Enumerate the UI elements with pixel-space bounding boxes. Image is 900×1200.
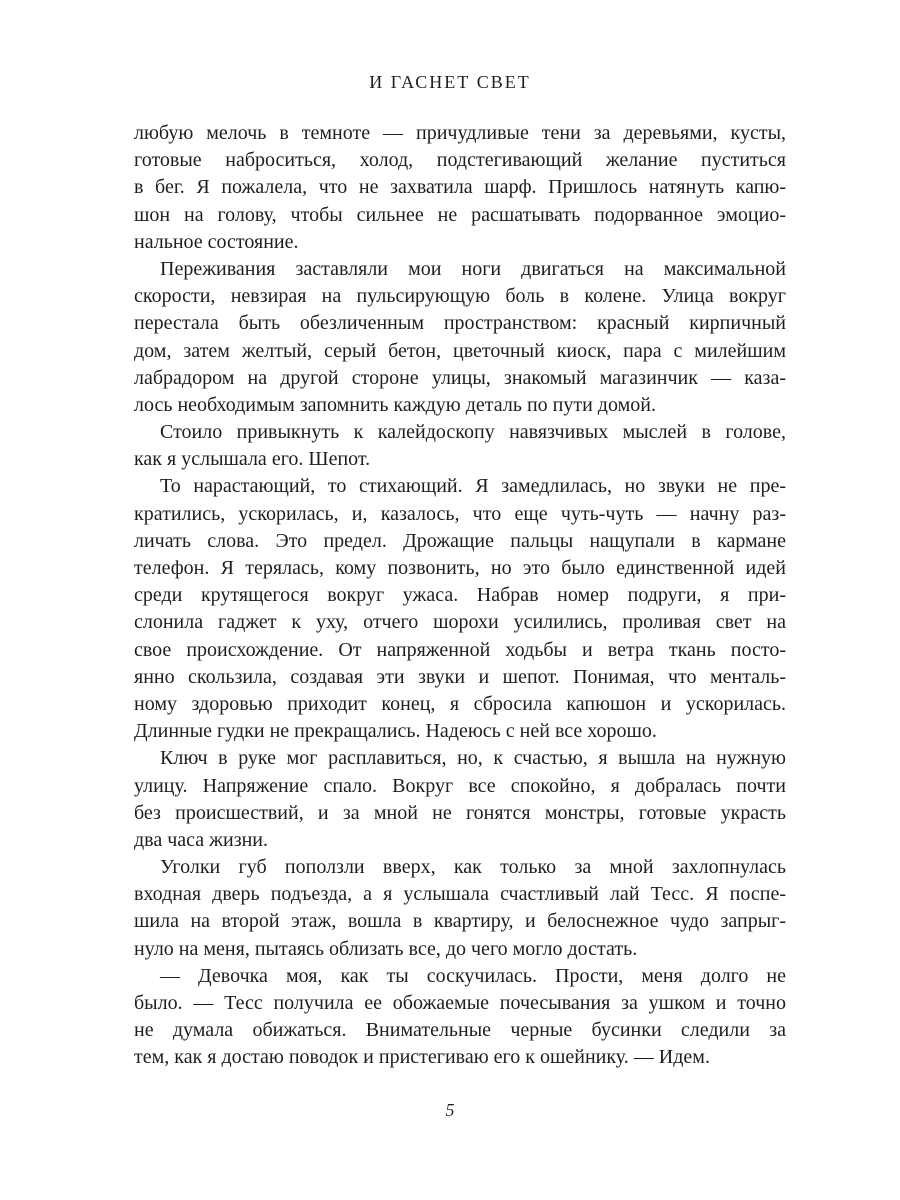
text-line: не думала обижаться. Внимательные черные бусинки следили за (134, 1019, 786, 1042)
paragraph (134, 854, 786, 963)
text-line: скорости, невзирая на пульсирующую боль в колене. Улица вокруг (134, 285, 786, 308)
text-line: как я услышала его. Шепот. (134, 448, 371, 471)
running-head: И ГАСНЕТ СВЕТ (369, 72, 531, 92)
text-line: перестала быть обезличенным пространством: красный кирпичный (134, 312, 786, 335)
text-line: лабрадором на другой стороне улицы, знакомый магазинчик — каза- (134, 366, 786, 389)
text-line: Уголки губ поползли вверх, как только за мной захлопнулась (160, 856, 786, 879)
text-line: входная дверь подъезда, а я услышала счастливый лай Тесс. Я поспе- (134, 883, 786, 906)
text-line: шон на голову, чтобы сильнее не расшатывать подорванное эмоцио- (134, 203, 786, 226)
text-line: тем, как я достаю поводок и пристегиваю его к ошейнику. — Идем. (134, 1046, 710, 1069)
text-line: кратились, ускорилась, и, казалось, что еще чуть-чуть — начну раз- (134, 502, 786, 525)
text-line: — Девочка моя, как ты соскучилась. Прости, меня долго не (160, 964, 786, 987)
text-line: нальное состояние. (134, 230, 299, 253)
text-line: ному здоровью приходит конец, я сбросила капюшон и ускорилась. (134, 692, 786, 715)
text-line: без происшествий, и за мной не гонятся монстры, готовые украсть (134, 801, 786, 824)
text-line: Ключ в руке мог расплавиться, но, к счастью, я вышла на нужную (160, 747, 786, 770)
paragraph (134, 256, 786, 419)
paragraph (134, 473, 786, 745)
text-line: личать слова. Это предел. Дрожащие пальцы нащупали в кармане (134, 529, 786, 552)
text-line: дом, затем желтый, серый бетон, цветочный киоск, пара с милейшим (134, 339, 786, 362)
text-line: лось необходимым запомнить каждую деталь по пути домой. (134, 393, 656, 416)
text-line: свое происхождение. От напряженной ходьбы и ветра ткань посто- (134, 638, 786, 661)
paragraph (134, 745, 786, 854)
text-line: телефон. Я терялась, кому позвонить, но это было единственной идей (134, 557, 786, 579)
text-line: в бег. Я пожалела, что не захватила шарф. Пришлось натянуть капю- (134, 176, 786, 199)
page-number: 5 (445, 1100, 455, 1120)
text-line: Стоило привыкнуть к калейдоскопу навязчивых мыслей в голове, (160, 421, 786, 444)
text-line: любую мелочь в темноте — причудливые тени за деревьями, кусты, (134, 122, 786, 144)
text-line: янно скользила, создавая эти звуки и шепот. Понимая, что менталь- (134, 665, 786, 688)
paragraph (134, 120, 786, 256)
text-line: Длинные гудки не прекращались. Надеюсь с ней все хорошо. (134, 720, 657, 743)
text-line: То нарастающий, то стихающий. Я замедлилась, но звуки не пре- (160, 475, 786, 498)
text-line: Переживания заставляли мои ноги двигаться на максимальной (160, 257, 786, 280)
paragraph (134, 963, 786, 1072)
text-line: слонила гаджет к уху, отчего шорохи усилились, проливая свет на (134, 611, 786, 634)
body-text (134, 120, 786, 1072)
text-line: шила на второй этаж, вошла в квартиру, и белоснежное чудо запрыг- (134, 910, 786, 933)
text-line: два часа жизни. (134, 828, 268, 851)
text-line: улицу. Напряжение спало. Вокруг все спокойно, я добралась почти (134, 774, 786, 797)
text-line: было. — Тесс получила ее обожаемые почесывания за ушком и точно (134, 992, 786, 1014)
text-line: готовые наброситься, холод, подстегивающий желание пуститься (134, 149, 786, 172)
text-line: среди крутящегося вокруг ужаса. Набрав номер подруги, я при- (134, 584, 786, 607)
paragraph (134, 419, 786, 473)
text-line: нуло на меня, пытаясь облизать все, до чего могло достать. (134, 937, 638, 960)
